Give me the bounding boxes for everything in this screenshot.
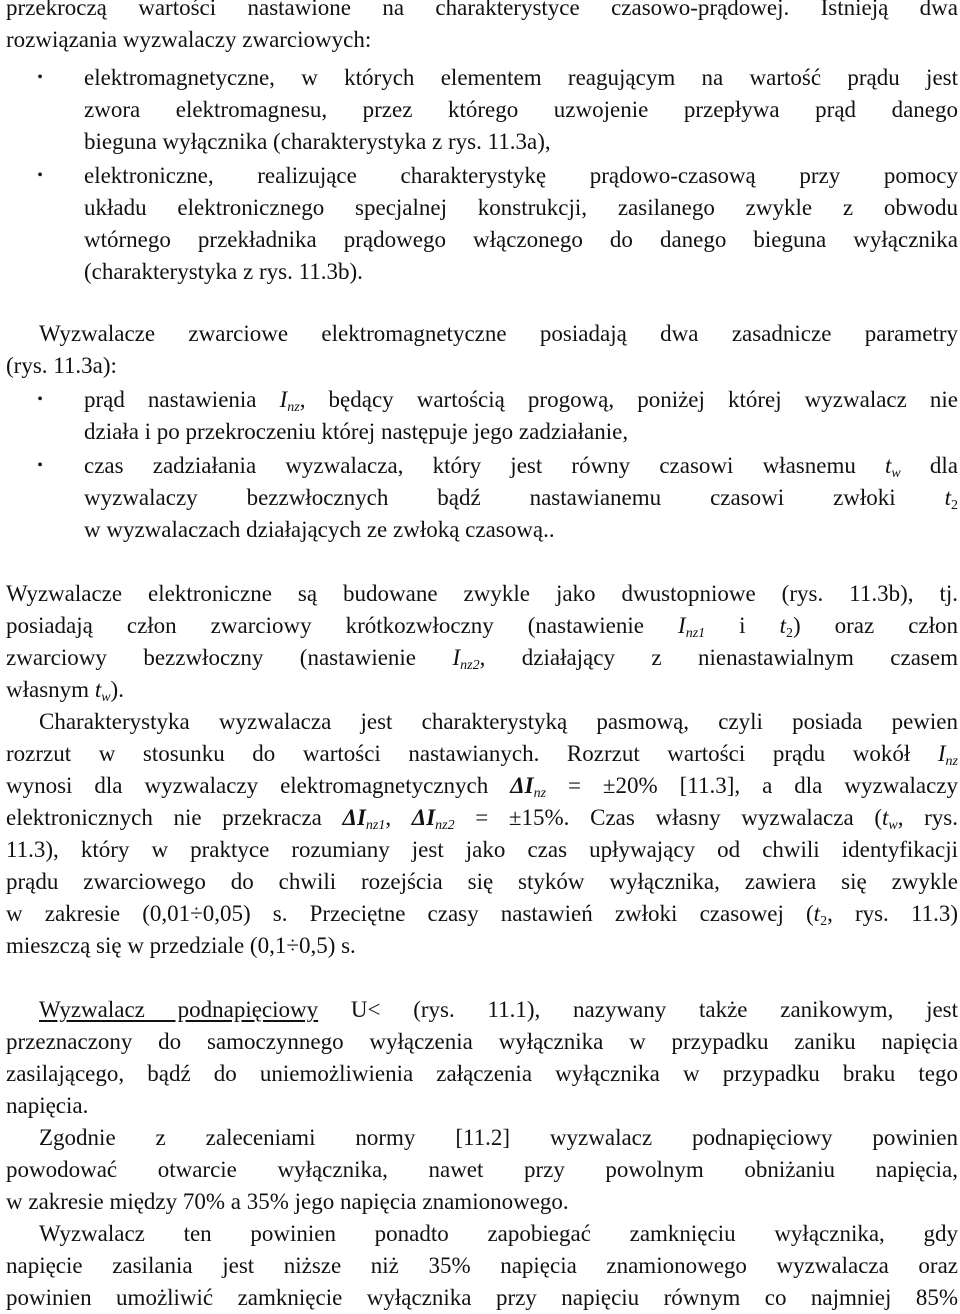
text-line: zwarciowy bezzwłoczny (nastawienie $I_{nz2}$, działający z nienastawialnym czasem xyxy=(6,645,958,673)
text-line: (rys. 11.3a): xyxy=(6,353,117,378)
text-line: rozwiązania wyzwalaczy zwarciowych: xyxy=(6,27,372,52)
text-line: Charakterystyka wyzwalacza jest charakterystyką pasmową, czyli posiada pewien xyxy=(39,709,958,734)
text-line: posiadają człon zwarciowy krótkozwłoczny (nastawienie $I_{nz1}$ i $t_2$) oraz człon xyxy=(6,613,959,641)
bullet-icon: • xyxy=(37,391,43,408)
text-line: mieszczą się w przedziale (0,1÷0,5) s. xyxy=(6,933,356,958)
text-line: 11.3), który w praktyce rozumiany jest jako czas upływający od chwili identyfikacji xyxy=(6,837,958,862)
text-line: własnym $t_w$). xyxy=(6,677,124,705)
list-item-line: elektroniczne, realizujące charakterystykę prądowo-czasową przy pomocy xyxy=(84,163,958,188)
text-line: rozrzut w stosunku do wartości nastawianych. Rozrzut wartości prądu wokół $I_{nz}$ xyxy=(6,741,958,769)
bullet-icon: • xyxy=(37,457,43,474)
text-line: w zakresie między 70% a 35% jego napięcia znamionowego. xyxy=(6,1189,569,1214)
text-line: przekroczą wartości nastawione na charakterystyce czasowo-prądowej. Istnieją dwa xyxy=(6,0,958,20)
text-line: elektronicznych nie przekracza $\Delta I_{nz1}$, $\Delta I_{nz2} = \pm 15\%$. Czas własny wyzwalacza ($t_w$, rys. xyxy=(6,805,958,833)
list-item-line: czas zadziałania wyzwalacza, który jest równy czasowi własnemu $t_w$ dla xyxy=(84,453,958,481)
text-line: powinien umożliwić zamknięcie wyłącznika przy napięciu równym co najmniej 85% xyxy=(6,1285,958,1310)
list-item-line: układu elektronicznego specjalnej konstrukcji, zasilanego zwykle z obwodu xyxy=(84,195,958,220)
text-line: napięcie zasilania jest niższe niż 35% napięcia znamionowego wyzwalacza oraz xyxy=(6,1253,958,1278)
text-line: Zgodnie z zaleceniami normy [11.2] wyzwalacz podnapięciowy powinien xyxy=(39,1125,958,1150)
text-line: Wyzwalacz podnapięciowy U< (rys. 11.1), nazywany także zanikowym, jest xyxy=(39,997,959,1022)
text-line: Wyzwalacze zwarciowe elektromagnetyczne posiadają dwa zasadnicze parametry xyxy=(39,321,958,346)
text-line: prądu zwarciowego do chwili rozejścia się styków wyłącznika, zawiera się zwykle xyxy=(6,869,958,894)
text-line: zasilającego, bądź do uniemożliwienia załączenia wyłącznika w przypadku braku tego xyxy=(6,1061,958,1086)
text-line: napięcia. xyxy=(6,1093,89,1118)
section-heading-link: Wyzwalacz podnapięciowy xyxy=(39,997,319,1022)
text-line: wynosi dla wyzwalaczy elektromagnetycznych $\Delta I_{nz} = \pm 20\%$ [11.3], a dla wyzwalaczy xyxy=(6,773,958,801)
list-item-line: zwora elektromagnesu, przez którego uzwojenie przepływa prąd danego xyxy=(84,97,958,122)
bullet-icon: • xyxy=(37,69,43,86)
bullet-icon: • xyxy=(37,167,43,184)
text-line: Wyzwalacze elektroniczne są budowane zwykle jako dwustopniowe (rys. 11.3b), tj. xyxy=(6,581,958,606)
list-item-line: w wyzwalaczach działających ze zwłoką czasową.. xyxy=(84,517,555,542)
list-item-line: wtórnego przekładnika prądowego włączonego do danego bieguna wyłącznika xyxy=(84,227,958,252)
text-line: przeznaczony do samoczynnego wyłączenia wyłącznika w przypadku zaniku napięcia xyxy=(6,1029,958,1054)
text-line: w zakresie (0,01÷0,05) s. Przeciętne czasy nastawień zwłoki czasowej ($t_2$, rys. 11.3) xyxy=(6,901,958,929)
list-item-line: (charakterystyka z rys. 11.3b). xyxy=(84,259,363,284)
text-line: Wyzwalacz ten powinien ponadto zapobiegać zamknięciu wyłącznika, gdy xyxy=(39,1221,958,1246)
list-item-line: prąd nastawienia $I_{nz}$, będący wartością progową, poniżej której wyzwalacz nie xyxy=(84,387,959,415)
list-item-line: działa i po przekroczeniu której następuje jego zadziałanie, xyxy=(84,419,629,444)
list-item-line: wyzwalaczy bezzwłocznych bądź nastawianemu czasowi zwłoki $t_2$ xyxy=(84,485,958,513)
list-item-line: elektromagnetyczne, w których elementem reagującym na wartość prądu jest xyxy=(84,65,958,90)
text-line: powodować otwarcie wyłącznika, nawet przy powolnym obniżaniu napięcia, xyxy=(6,1157,958,1182)
list-item-line: bieguna wyłącznika (charakterystyka z rys. 11.3a), xyxy=(84,129,551,154)
